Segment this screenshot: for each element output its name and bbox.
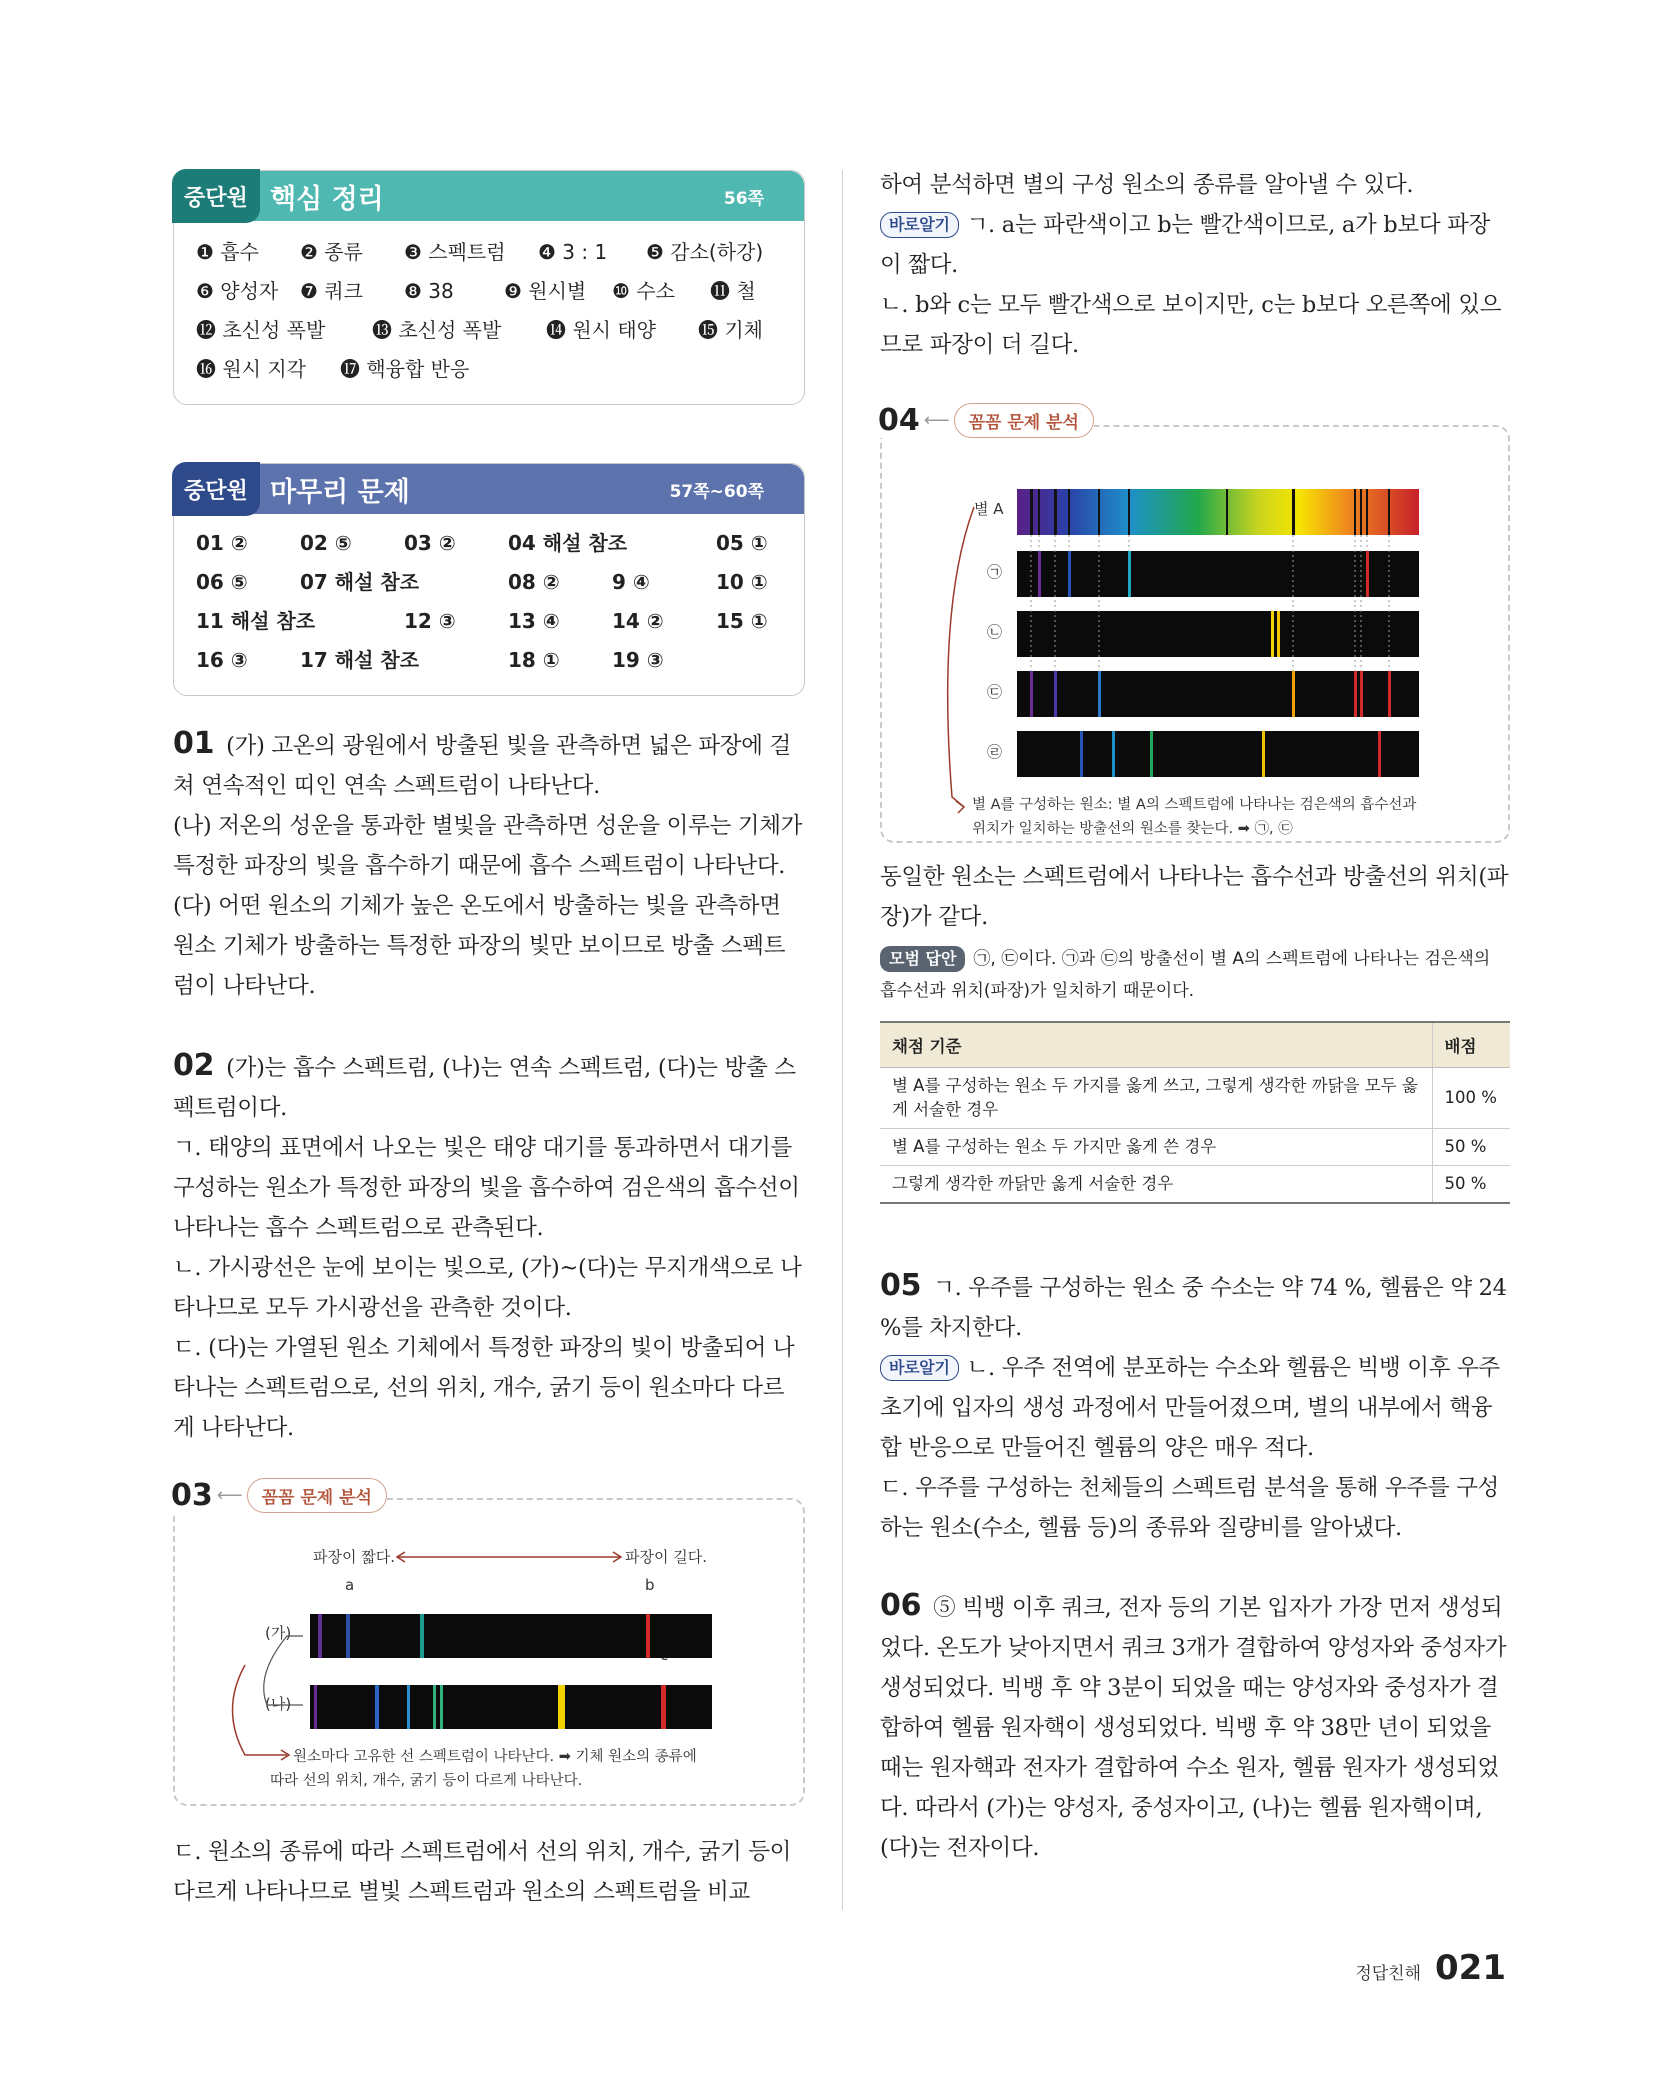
element-1-spectrum	[1017, 551, 1419, 597]
answer-item: 14 ②	[612, 609, 664, 633]
review-row	[196, 602, 786, 641]
page-number: 021	[1435, 1948, 1506, 1988]
absorption-line	[1366, 489, 1368, 535]
element-4-spectrum	[1017, 731, 1419, 777]
q05-para2: ㄴ. 우주 전역에 분포하는 수소와 헬륨은 빅뱅 이후 우주 초기에 입자의 생성 과정에서 만들어졌으며, 별의 내부에서 핵융합 반응으로 만들어진 헬륨의 양은 매우 적다.	[880, 1355, 1500, 1461]
emission-line	[407, 1685, 410, 1729]
emission-line	[1366, 551, 1369, 597]
answer-item: ⓭ 초신성 폭발	[372, 318, 502, 342]
absorption-line	[1128, 489, 1130, 535]
q03-analysis-box	[171, 1478, 805, 1806]
answer-item: ⓫ 철	[710, 279, 756, 303]
answer-item: ❻ 양성자	[196, 279, 279, 303]
q03-note-line2: 따라 선의 위치, 개수, 굵기 등이 다르게 나타난다.	[270, 1773, 583, 1789]
q04-explanation	[880, 857, 1510, 937]
q06-number: 06	[880, 1588, 922, 1623]
answer-item: 04 해설 참조	[508, 531, 628, 555]
answer-item: ⓯ 기체	[698, 318, 763, 342]
q05-number: 05	[880, 1268, 922, 1303]
absorption-line	[1030, 489, 1033, 535]
q03-cont-para2: ㄴ. b와 c는 모두 빨간색으로 보이지만, c는 b보다 오른쪽에 있으므로 파장이 더 길다.	[880, 292, 1502, 358]
review-row	[196, 641, 786, 680]
answer-item: ⓮ 원시 태양	[546, 318, 656, 342]
answer-item: 12 ③	[404, 609, 456, 633]
core-summary-box	[173, 170, 805, 405]
answer-item: 11 해설 참조	[196, 609, 316, 633]
q04-note-line2: 위치가 일치하는 방출선의 원소를 찾는다. ➡ ㉠, ㉢	[972, 821, 1293, 837]
answer-item: ❽ 38	[404, 279, 454, 303]
emission-line	[375, 1685, 379, 1729]
row-labels	[974, 500, 1004, 761]
q05-explanation	[880, 1266, 1510, 1548]
answer-item: 15 ①	[716, 609, 768, 633]
emission-line	[1271, 611, 1274, 657]
emission-line	[1112, 731, 1115, 777]
q06-explanation	[880, 1586, 1510, 1868]
q02-para2: ㄱ. 태양의 표면에서 나오는 빛은 태양 대기를 통과하면서 대기를 구성하는 원소가 특정한 파장의 빛을 흡수하여 검은색의 흡수선이 나타나는 흡수 스펙트럼으로 관측된다.	[173, 1135, 800, 1241]
emission-line	[1292, 671, 1295, 717]
table-row	[880, 1068, 1510, 1129]
q03-cont-para0: 하여 분석하면 별의 구성 원소의 종류를 알아낼 수 있다.	[880, 172, 1414, 198]
q01-number: 01	[173, 726, 215, 761]
absorption-line	[1354, 489, 1356, 535]
q06-para1: ⑤ 빅뱅 이후 쿼크, 전자 등의 기본 입자가 가장 먼저 생성되었다. 온도가 낮아지면서 쿼크 3개가 결합하여 양성자와 중성자가 생성되었다. 빅뱅 후 약 3분이 되었을 때는 양성자와 중성자가 결합하여 헬륨 원자핵이 생성되었다. 빅뱅 후 약 38만 년이 되었을 때는 원자핵과 전자가 결합하여 수소 원자, 헬륨 원자가 생성되었다. 따라서 (가)는 양성자, 중성자이고, (나)는 헬륨 원자핵이며, (다)는 전자이다.	[880, 1595, 1507, 1861]
core-summary-answers	[174, 221, 804, 403]
q02-para3: ㄴ. 가시광선은 눈에 보이는 빛으로, (가)~(다)는 무지개색으로 나타나므로 모두 가시광선을 관측한 것이다.	[173, 1255, 802, 1321]
q04-number: 04	[878, 403, 920, 438]
review-row	[196, 524, 786, 563]
emission-line-b	[646, 1614, 650, 1658]
emission-line	[1128, 551, 1131, 597]
emission-line	[1277, 611, 1280, 657]
element-3-spectrum	[1017, 671, 1419, 717]
section-tag: 중단원	[172, 462, 260, 516]
absorption-line	[1068, 489, 1070, 535]
absorption-line	[1098, 489, 1100, 535]
review-summary-header	[174, 464, 804, 514]
element-2-label: ㉡	[987, 623, 1003, 641]
element-2-spectrum	[1017, 611, 1419, 657]
q04-spectrum-diagram	[882, 427, 1508, 841]
answer-item: 17 해설 참조	[300, 648, 420, 672]
emission-line	[1354, 671, 1357, 717]
table-row	[880, 1166, 1510, 1204]
emission-line	[1098, 671, 1101, 717]
element-1-label: ㉠	[987, 563, 1003, 581]
answer-item: 01 ②	[196, 531, 248, 555]
grading-score: 50 %	[1432, 1129, 1510, 1166]
grading-score: 100 %	[1432, 1068, 1510, 1129]
q05-para3: ㄷ. 우주를 구성하는 천체들의 스펙트럼 분석을 통해 우주를 구성하는 원소(수소, 헬륨 등)의 종류와 질량비를 알아냈다.	[880, 1475, 1499, 1541]
answer-item: ❼ 쿼크	[300, 279, 363, 303]
core-row	[196, 272, 786, 311]
q02-para4: ㄷ. (다)는 가열된 원소 기체에서 특정한 파장의 빛이 방출되어 나타나는 스펙트럼으로, 선의 위치, 개수, 굵기 등이 원소마다 다르게 나타난다.	[173, 1335, 795, 1441]
grading-criteria: 별 A를 구성하는 원소 두 가지를 옳게 쓰고, 그렇게 생각한 까닭을 모두 옳게 서술한 경우	[880, 1068, 1432, 1129]
short-wavelength-label: 파장이 짧다.	[313, 1548, 395, 1566]
answer-item: 03 ②	[404, 531, 456, 555]
q05-para1: ㄱ. 우주를 구성하는 원소 중 수소는 약 74 %, 헬륨은 약 24 %를 차지한다.	[880, 1275, 1507, 1341]
arrow-left-icon: ⟵	[216, 1485, 243, 1506]
review-row	[196, 563, 786, 602]
q03-cont-para1: ㄱ. a는 파란색이고 b는 빨간색이므로, a가 b보다 파장이 짧다.	[880, 212, 1490, 278]
emission-line	[420, 1614, 424, 1658]
absorption-line	[1054, 489, 1057, 535]
answer-item: 08 ②	[508, 570, 560, 594]
right-column	[880, 165, 1510, 1868]
star-a-spectrum	[1017, 489, 1419, 535]
answer-item: 06 ⑤	[196, 570, 248, 594]
q03-number: 03	[171, 1478, 213, 1513]
answer-item: ❹ 3 : 1	[538, 240, 608, 264]
row-na-label: (나)	[265, 1695, 292, 1713]
grading-score: 50 %	[1432, 1166, 1510, 1204]
answer-item: 19 ③	[612, 648, 664, 672]
q04-note-line1: 별 A를 구성하는 원소: 별 A의 스펙트럼에 나타나는 검은색의 흡수선과	[972, 797, 1417, 813]
q04-para1: 동일한 원소는 스펙트럼에서 나타나는 흡수선과 방출선의 위치(파장)가 같다.	[880, 864, 1509, 930]
answer-item: ❺ 감소(하강)	[646, 240, 764, 264]
review-summary-box	[173, 463, 805, 696]
q04-model-answer	[880, 943, 1510, 1007]
emission-line	[1068, 551, 1071, 597]
spectrum-na	[310, 1685, 712, 1729]
q01-para2: (나) 저온의 성운을 통과한 별빛을 관측하면 성운을 이루는 기체가 특정한 파장의 빛을 흡수하기 때문에 흡수 스펙트럼이 나타난다.	[173, 813, 803, 879]
answer-item: ⓬ 초신성 폭발	[196, 318, 326, 342]
spectrum-ga	[310, 1614, 712, 1658]
emission-line	[1150, 731, 1153, 777]
emission-line	[1038, 551, 1041, 597]
emission-line	[440, 1685, 443, 1729]
emission-line	[1360, 671, 1363, 717]
answer-item: 05 ①	[716, 531, 768, 555]
emission-line	[1388, 671, 1391, 717]
line-a-label: a	[345, 1576, 355, 1594]
correction-badge: 바로알기	[880, 212, 959, 238]
q03-continuation	[880, 165, 1510, 365]
page-footer	[1355, 1948, 1506, 1988]
answer-item: 16 ③	[196, 648, 248, 672]
core-summary-header	[174, 171, 804, 221]
review-answers	[174, 514, 804, 694]
grading-criteria-header: 채점 기준	[880, 1022, 1432, 1068]
answer-item: ❿ 수소	[612, 279, 675, 303]
element-4-label: ㉣	[987, 743, 1003, 761]
core-summary-title: 핵심 정리	[270, 183, 384, 215]
grading-header-row	[880, 1022, 1510, 1068]
answer-item: ❸ 스펙트럼	[404, 240, 506, 264]
model-answer-badge: 모범 답안	[880, 946, 965, 972]
answer-item: ⓱ 핵융합 반응	[340, 357, 470, 381]
q04-label-text: 꼼꼼 문제 분석	[954, 403, 1094, 438]
q01-para3: (다) 어떤 원소의 기체가 높은 온도에서 방출하는 빛을 관측하면 원소 기체가 방출하는 특정한 파장의 빛만 보이므로 방출 스펙트럼이 나타난다.	[173, 893, 786, 999]
q02-explanation	[173, 1046, 805, 1448]
grading-score-header: 배점	[1432, 1022, 1510, 1068]
answer-item: 07 해설 참조	[300, 570, 420, 594]
arrow-left-icon: ⟵	[923, 410, 950, 431]
answer-item: ❾ 원시별	[504, 279, 587, 303]
core-summary-page: 56쪽	[723, 188, 764, 209]
column-divider	[842, 170, 843, 1910]
q01-para1: (가) 고온의 광원에서 방출된 빛을 관측하면 넓은 파장에 걸쳐 연속적인 띠인 연속 스펙트럼이 나타난다.	[173, 733, 791, 799]
q01-explanation	[173, 724, 805, 1006]
grading-criteria: 별 A를 구성하는 원소 두 가지만 옳게 쓴 경우	[880, 1129, 1432, 1166]
q04-analysis-box	[878, 403, 1510, 843]
answer-item: 13 ④	[508, 609, 560, 633]
answer-item: 18 ①	[508, 648, 560, 672]
absorption-line	[1038, 489, 1040, 535]
line-b-label: b	[645, 1576, 655, 1594]
q03-para1: ㄷ. 원소의 종류에 따라 스펙트럼에서 선의 위치, 개수, 굵기 등이 다르게 나타나므로 별빛 스펙트럼과 원소의 스펙트럼을 비교	[173, 1839, 792, 1905]
emission-line	[1030, 671, 1033, 717]
review-summary-title: 마무리 문제	[270, 476, 410, 508]
q04-grading-table	[880, 1021, 1510, 1204]
absorption-line	[1226, 489, 1228, 535]
answer-item: 02 ⑤	[300, 531, 352, 555]
q03-explanation	[173, 1832, 805, 1912]
correction-badge: 바로알기	[880, 1355, 959, 1381]
answer-item: ⓰ 원시 지각	[196, 357, 306, 381]
emission-line-a	[346, 1614, 350, 1658]
section-tag: 중단원	[172, 169, 260, 223]
book-label: 정답친해	[1355, 1964, 1422, 1984]
absorption-line	[1360, 489, 1362, 535]
row-ga-label: (가)	[265, 1624, 292, 1642]
emission-line	[558, 1685, 565, 1729]
left-column	[173, 170, 805, 1912]
absorption-line	[1388, 489, 1390, 535]
core-row	[196, 311, 786, 350]
review-summary-page: 57쪽~60쪽	[669, 481, 764, 502]
long-wavelength-label: 파장이 길다.	[625, 1548, 707, 1566]
emission-line	[1262, 731, 1265, 777]
q03-label-text: 꼼꼼 문제 분석	[247, 1478, 387, 1513]
answer-item: 10 ①	[716, 570, 768, 594]
emission-line	[433, 1685, 436, 1729]
q02-number: 02	[173, 1048, 215, 1083]
q03-note-line1: 원소마다 고유한 선 스펙트럼이 나타난다. ➡ 기체 원소의 종류에	[293, 1749, 697, 1765]
answer-item: ❷ 종류	[300, 240, 363, 264]
core-row	[196, 350, 786, 389]
emission-line	[1080, 731, 1083, 777]
star-a-label: 별 A	[974, 500, 1004, 518]
emission-line	[314, 1685, 317, 1729]
absorption-line	[1292, 489, 1295, 535]
grading-criteria: 그렇게 생각한 까닭만 옳게 서술한 경우	[880, 1166, 1432, 1204]
core-row	[196, 233, 786, 272]
element-3-label: ㉢	[987, 683, 1003, 701]
table-row	[880, 1129, 1510, 1166]
q04-answer-text: ㉠, ㉢이다. ㉠과 ㉢의 방출선이 별 A의 스펙트럼에 나타나는 검은색의 흡수선과 위치(파장)가 일치하기 때문이다.	[880, 949, 1491, 1001]
emission-line	[318, 1614, 322, 1658]
note-arrow	[948, 507, 974, 807]
emission-line-c	[661, 1685, 666, 1729]
answer-item: ❶ 흡수	[196, 240, 259, 264]
emission-line	[1378, 731, 1381, 777]
q02-para1: (가)는 흡수 스펙트럼, (나)는 연속 스펙트럼, (다)는 방출 스펙트럼이다.	[173, 1055, 796, 1121]
emission-line	[1054, 671, 1057, 717]
answer-item: 9 ④	[612, 570, 650, 594]
q03-spectrum-diagram	[175, 1500, 803, 1800]
